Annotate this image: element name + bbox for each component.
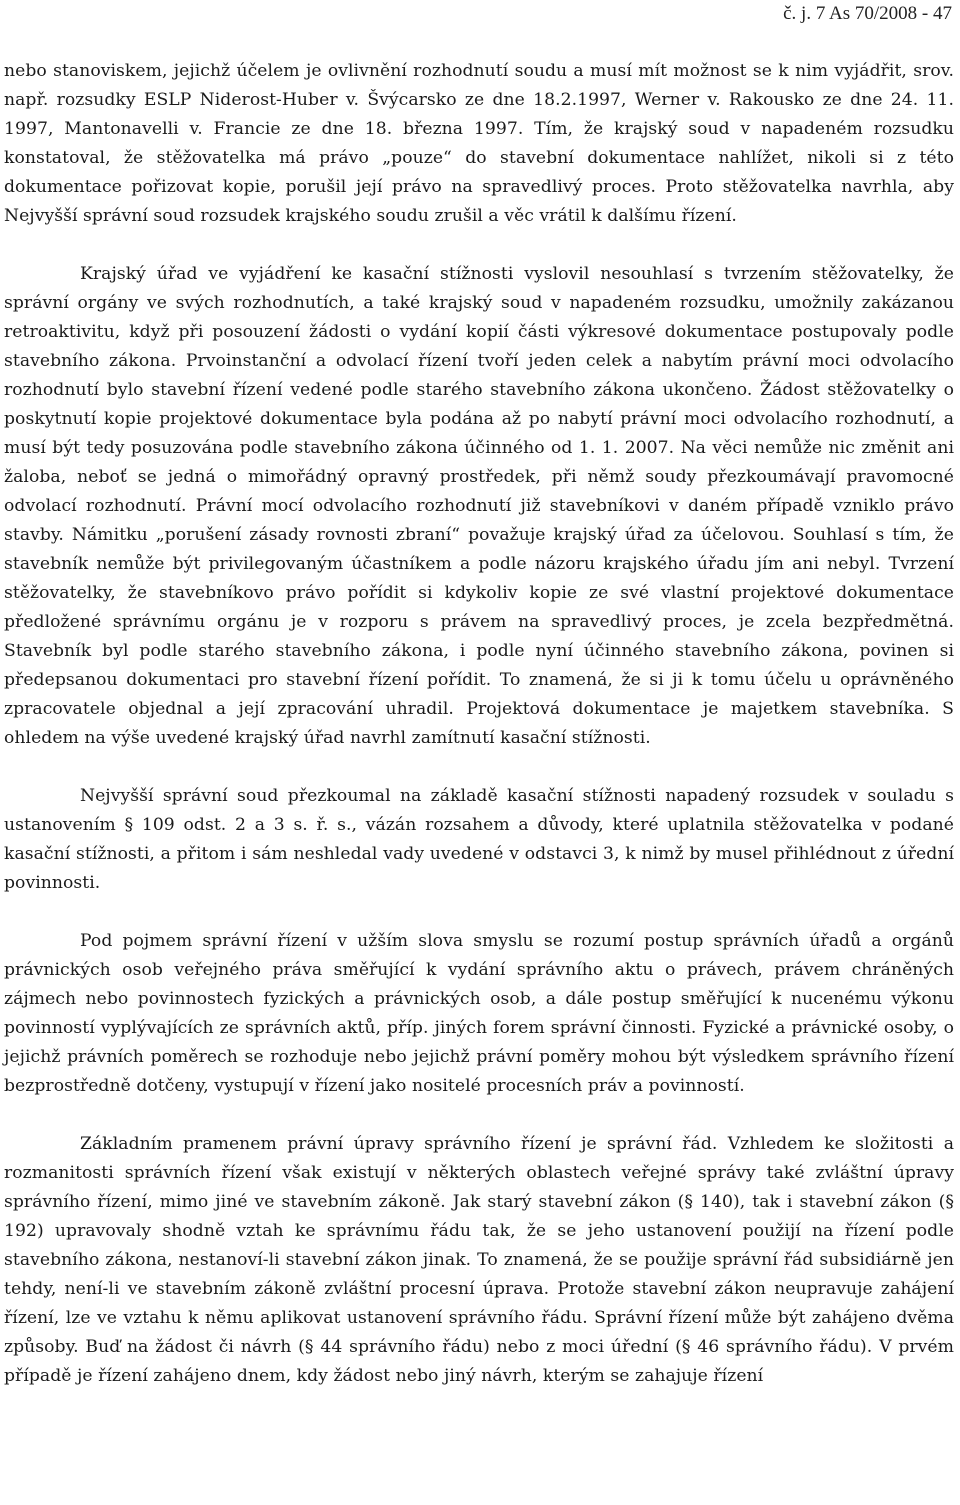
paragraph-gap [4,231,954,260]
case-reference: č. j. 7 As 70/2008 - 47 [783,3,952,24]
paragraph-gap [4,898,954,927]
paragraph-gap [4,753,954,782]
paragraph-5: Základním pramenem právní úpravy správního řízení je správní řád. Vzhledem ke složitosti a rozmanitosti správních řízení však existují v některých oblastech veřejné správy také zvláštní úpravy správního řízení, mimo jiné ve stavebním zákoně. Jak starý stavební zákon (§ 140), tak i stavební zákon (§ 192) upravovaly shodně vztah ke správnímu řádu tak, že se jeho ustanovení použijí na řízení podle stavebního zákona, nestanoví-li stavební zákon jinak. To znamená, že se použije správní řád subsidiárně jen tehdy, není-li ve stavebním zákoně zvláštní procesní úprava. Protože stavební zákon neupravuje zahájení řízení, lze ve vztahu k němu aplikovat ustanovení správního řádu. Správní řízení může být zahájeno dvěma způsoby. Buď na žádost či návrh (§ 44 správního řádu) nebo z moci úřední (§ 46 správního řádu). V prvém případě je řízení zahájeno dnem, kdy žádost nebo jiný návrh, kterým se zahajuje řízení [4,1134,954,1386]
document-body [4,57,954,1391]
paragraph-2: Krajský úřad ve vyjádření ke kasační stížnosti vyslovil nesouhlasí s tvrzením stěžovatelky, že správní orgány ve svých rozhodnutích, a také krajský soud v napadeném rozsudku, umožnily zakázanou retroaktivitu, když při posouzení žádosti o vydání kopií části výkresové dokumentace postupovaly podle stavebního zákona. Prvoinstanční a odvolací řízení tvoří jeden celek a nabytím právní moci odvolacího rozhodnutí bylo stavební řízení vedené podle starého stavebního zákona ukončeno. Žádost stěžovatelky o poskytnutí kopie projektové dokumentace byla podána až po nabytí právní moci odvolacího rozhodnutí, a musí být tedy posuzována podle stavebního zákona účinného od 1. 1. 2007. Na věci nemůže nic změnit ani žaloba, neboť se jedná o mimořádný opravný prostředek, při němž soudy přezkoumávají pravomocné odvolací rozhodnutí. Právní mocí odvolacího rozhodnutí již stavebníkovi v daném případě vzniklo právo stavby. Námitku „porušení zásady rovnosti zbraní“ považuje krajský úřad za účelovou. Souhlasí s tím, že stavebník nemůže být privilegovaným účastníkem a podle názoru krajského úřadu jím ani nebyl. Tvrzení stěžovatelky, že stavebníkovo právo pořídit si kdykoliv kopie ze své vlastní projektové dokumentace předložené správnímu orgánu je v rozporu s právem na spravedlivý proces, je zcela bezpředmětná. Stavebník byl podle starého stavebního zákona, i podle nyní účinného stavebního zákona, povinen si předepsanou dokumentaci pro stavební řízení pořídit. To znamená, že si ji k tomu účelu u oprávněného zpracovatele objednal a její zpracování uhradil. Projektová dokumentace je majetkem stavebníka. S ohledem na výše uvedené krajský úřad navrhl zamítnutí kasační stížnosti. [4,264,954,748]
paragraph-gap [4,1101,954,1130]
paragraph-4: Pod pojmem správní řízení v užším slova smyslu se rozumí postup správních úřadů a orgánů právnických osob veřejného práva směřující k vydání správního aktu o právech, právem chráněných zájmech nebo povinnostech fyzických a právnických osob, a dále postup směřující k nucenému výkonu povinností vyplývajících ze správních aktů, příp. jiných forem správní činnosti. Fyzické a právnické osoby, o jejichž právních poměrech se rozhoduje nebo jejichž právní poměry mohou být výsledkem správního řízení bezprostředně dotčeny, vystupují v řízení jako nositelé procesních práv a povinností. [4,931,954,1096]
paragraph-1: nebo stanoviskem, jejichž účelem je ovlivnění rozhodnutí soudu a musí mít možnost se k nim vyjádřit, srov. např. rozsudky ESLP Niderost-Huber v. Švýcarsko ze dne 18.2.1997, Werner v. Rakousko ze dne 24. 11. 1997, Mantonavelli v. Francie ze dne 18. března 1997. Tím, že krajský soud v napadeném rozsudku konstatoval, že stěžovatelka má právo „pouze“ do stavební dokumentace nahlížet, nikoli si z této dokumentace pořizovat kopie, porušil její právo na spravedlivý proces. Proto stěžovatelka navrhla, aby Nejvyšší správní soud rozsudek krajského soudu zrušil a věc vrátil k dalšímu řízení. [4,61,954,226]
paragraph-3: Nejvyšší správní soud přezkoumal na základě kasační stížnosti napadený rozsudek v souladu s ustanovením § 109 odst. 2 a 3 s. ř. s., vázán rozsahem a důvody, které uplatnila stěžovatelka v podané kasační stížnosti, a přitom i sám neshledal vady uvedené v odstavci 3, k nimž by musel přihlédnout z úřední povinnosti. [4,786,954,893]
